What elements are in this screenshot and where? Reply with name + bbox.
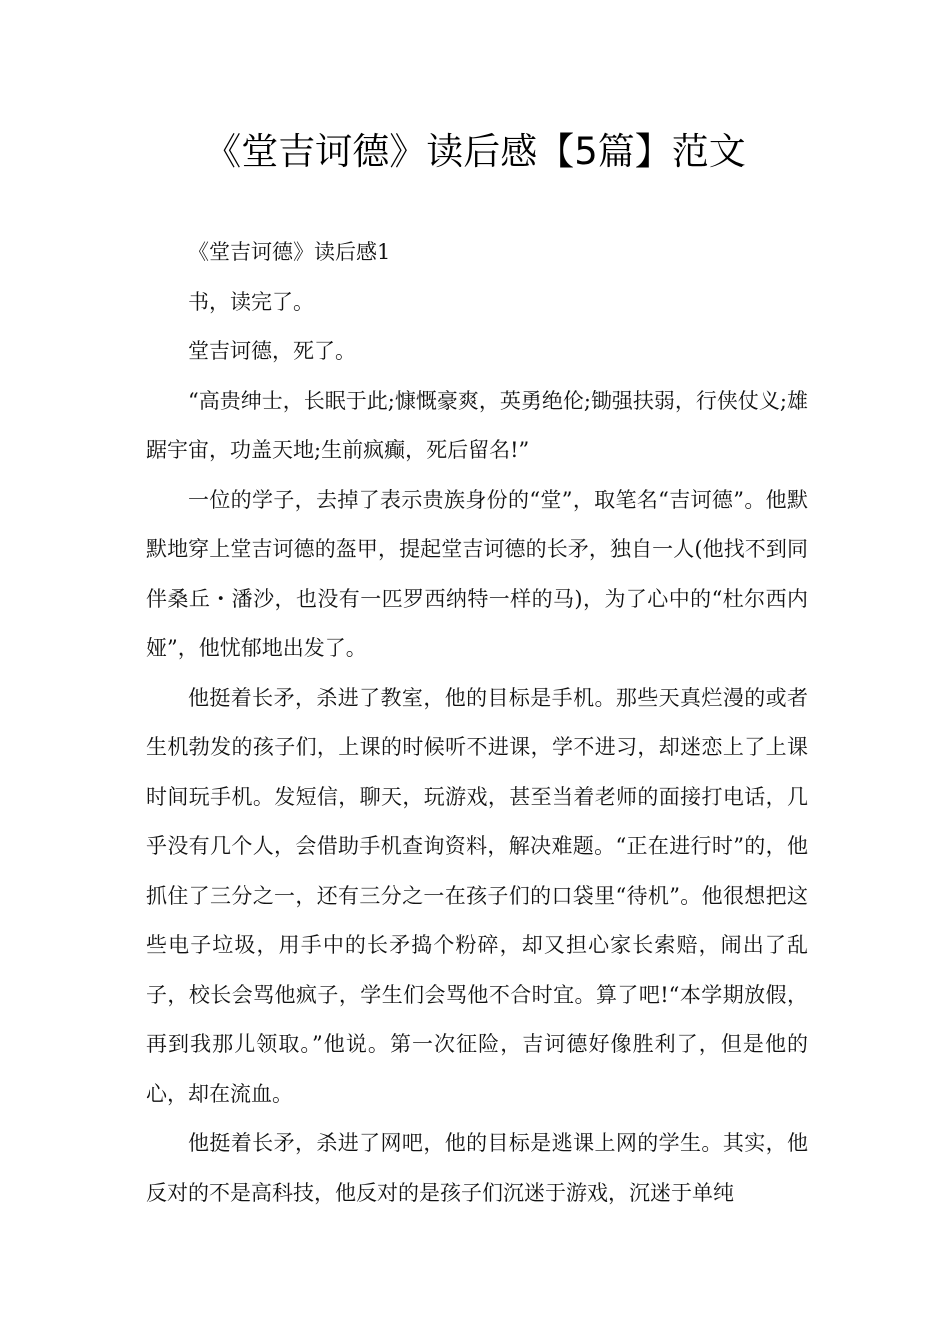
paragraph: 书，读完了。	[188, 289, 314, 314]
section-heading: 《堂吉诃德》读后感1	[188, 240, 391, 264]
page-title: 《堂吉诃德》读后感【5篇】范文	[204, 130, 746, 173]
paragraph: “高贵绅士，长眠于此;慷慨豪爽，英勇绝伦;锄强扶弱，行侠仗义;雄踞宇宙，功盖天地;生前疯癫，死后留名!”	[146, 388, 808, 462]
document-body	[146, 228, 808, 1218]
paragraph: 他挺着长矛，杀进了网吧，他的目标是逃课上网的学生。其实，他反对的不是高科技，他反对的是孩子们沉迷于游戏，沉迷于单纯	[146, 1131, 808, 1205]
paragraph: 他挺着长矛，杀进了教室，他的目标是手机。那些天真烂漫的或者生机勃发的孩子们，上课的时候听不进课，学不进习，却迷恋上了上课时间玩手机。发短信，聊天，玩游戏，甚至当着老师的面接打电话，几乎没有几个人，会借助手机查询资料，解决难题。“正在进行时”的，他抓住了三分之一，还有三分之一在孩子们的口袋里“待机”。他很想把这些电子垃圾，用手中的长矛捣个粉碎，却又担心家长索赔，闹出了乱子，校长会骂他疯子，学生们会骂他不合时宜。算了吧!“本学期放假，再到我那儿领取。”他说。第一次征险，吉诃德好像胜利了，但是他的心，却在流血。	[146, 685, 808, 1106]
paragraph: 一位的学子，去掉了表示贵族身份的“堂”，取笔名“吉诃德”。他默默地穿上堂吉诃德的盔甲，提起堂吉诃德的长矛，独自一人(他找不到同伴桑丘・潘沙，也没有一匹罗西纳特一样的马)，为了心中的“杜尔西内娅”，他忧郁地出发了。	[146, 487, 808, 660]
paragraph: 堂吉诃德，死了。	[188, 339, 356, 363]
